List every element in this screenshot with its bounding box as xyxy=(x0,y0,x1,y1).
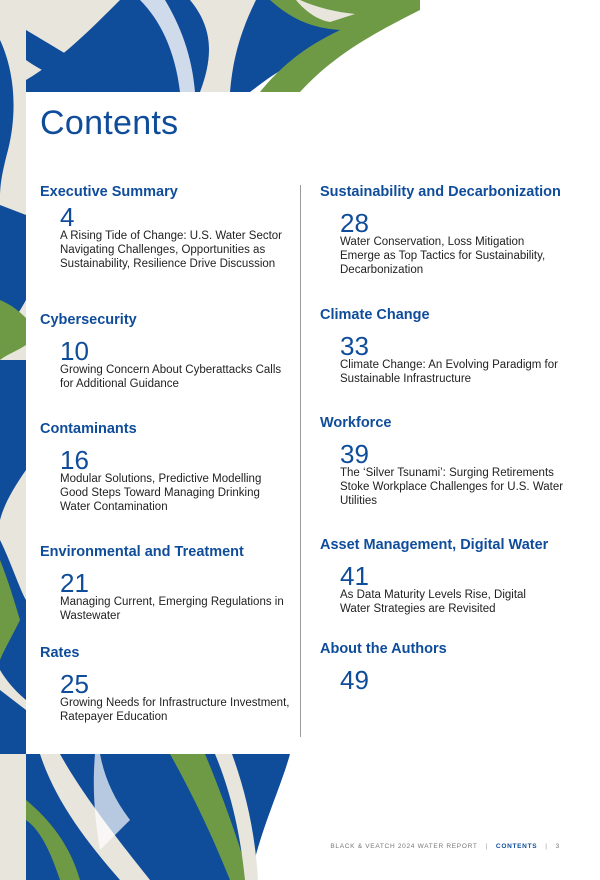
page-footer xyxy=(330,843,560,850)
section-title: Workforce xyxy=(320,415,392,431)
page-number: 41 xyxy=(340,561,369,591)
footer-section-link[interactable]: CONTENTS xyxy=(495,843,538,850)
section-title: Sustainability and Decarbonization xyxy=(320,184,561,200)
section-description: A Rising Tide of Change: U.S. Water Sector Navigating Challenges, Opportunities as Sustainability, Resilience Drive Discussion xyxy=(60,230,283,270)
section-description: As Data Maturity Levels Rise, Digital Water Strategies are Revisited xyxy=(340,589,526,615)
page-number: 33 xyxy=(340,331,369,361)
toc-section-asset-management-digital-water[interactable] xyxy=(320,537,550,617)
page-title: Contents xyxy=(40,104,179,142)
page-number: 4 xyxy=(60,202,75,232)
page-number: 21 xyxy=(60,568,89,598)
section-description: Growing Concern About Cyberattacks Calls for Additional Guidance xyxy=(60,364,282,390)
page-number: 16 xyxy=(60,445,89,475)
toc-section-rates[interactable] xyxy=(40,645,290,725)
toc-section-cybersecurity[interactable] xyxy=(40,312,290,392)
section-title: Rates xyxy=(40,645,80,661)
toc-section-contaminants[interactable] xyxy=(40,421,290,514)
toc-section-climate-change[interactable] xyxy=(320,307,565,387)
section-title: About the Authors xyxy=(320,641,447,657)
section-description: Managing Current, Emerging Regulations in Wastewater xyxy=(60,596,284,622)
page-number: 49 xyxy=(340,665,369,695)
footer-report-name: BLACK & VEATCH 2024 WATER REPORT xyxy=(330,843,478,850)
page-number: 25 xyxy=(60,669,89,699)
footer-separator: | xyxy=(485,843,488,850)
section-description: Climate Change: An Evolving Paradigm for Sustainable Infrastructure xyxy=(340,359,558,385)
page-number: 39 xyxy=(340,439,369,469)
section-description: Water Conservation, Loss Mitigation Emerge as Top Tactics for Sustainability, Decarbonization xyxy=(340,236,546,276)
toc-section-about-the-authors[interactable] xyxy=(320,641,447,693)
footer-separator: | xyxy=(545,843,548,850)
section-title: Executive Summary xyxy=(40,184,178,200)
section-title: Cybersecurity xyxy=(40,312,137,328)
section-title: Contaminants xyxy=(40,421,137,437)
section-title: Asset Management, Digital Water xyxy=(320,537,549,553)
toc-section-sustainability-and-decarbonization[interactable] xyxy=(320,184,565,277)
footer-page-number: 3 xyxy=(555,843,560,850)
section-title: Climate Change xyxy=(320,307,430,323)
section-description: Growing Needs for Infrastructure Investment, Ratepayer Education xyxy=(60,697,290,723)
section-title: Environmental and Treatment xyxy=(40,544,244,560)
section-description: Modular Solutions, Predictive Modelling Good Steps Toward Managing Drinking Water Contamination xyxy=(60,473,262,513)
page-number: 28 xyxy=(340,208,369,238)
toc-section-environmental-and-treatment[interactable] xyxy=(40,544,290,624)
section-description: The ‘Silver Tsunami’: Surging Retirements Stoke Workplace Challenges for U.S. Water Utilities xyxy=(340,467,564,507)
toc-section-workforce[interactable] xyxy=(320,415,565,508)
toc-section-executive-summary[interactable] xyxy=(40,184,290,271)
column-divider xyxy=(300,185,301,737)
page-number: 10 xyxy=(60,336,89,366)
